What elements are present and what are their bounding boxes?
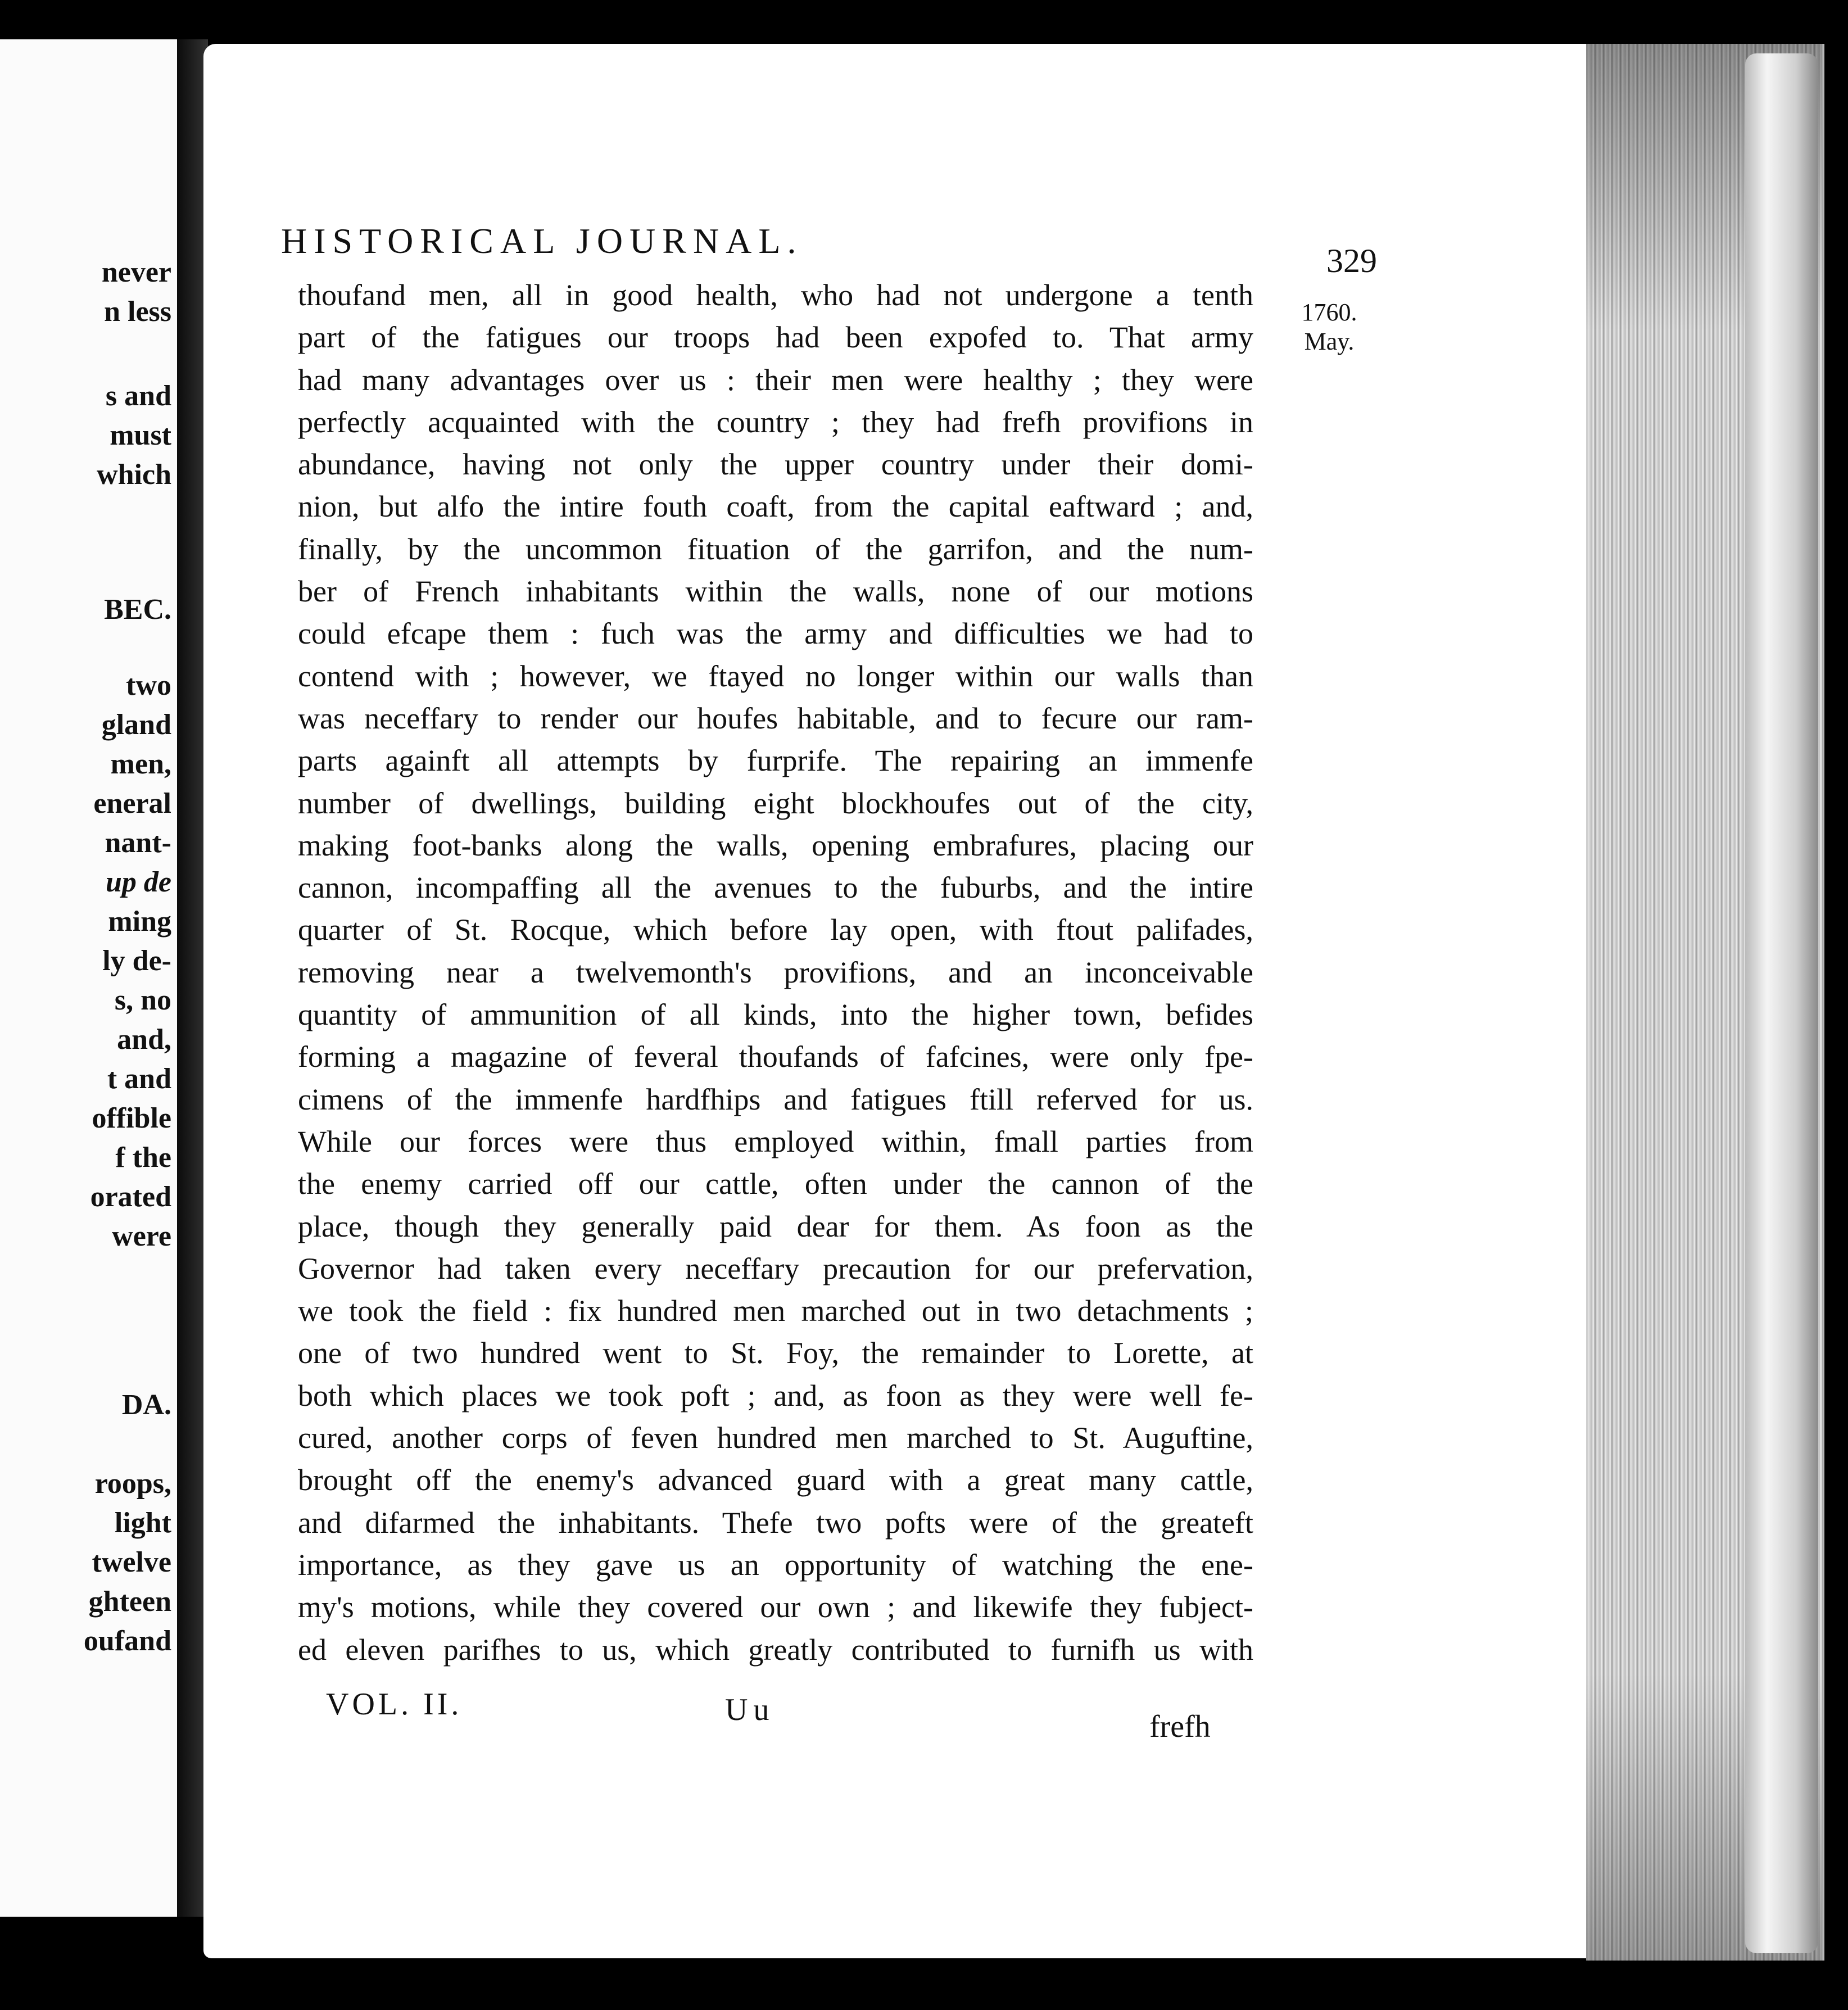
text-line: brought off the enemy's advanced guard with a great many cattle, <box>298 1463 1253 1497</box>
text-line: we took the field : fix hundred men marched out in two detachments ; <box>298 1294 1253 1328</box>
left-page-fragment: ly de- <box>102 945 171 977</box>
text-line: Governor had taken every neceffary precaution for our prefervation, <box>298 1251 1253 1285</box>
signature-mark: Uu <box>725 1692 775 1727</box>
text-line: cimens of the immenfe hardfhips and fatigues ftill referved for us. <box>298 1082 1253 1116</box>
text-line: number of dwellings, building eight blockhoufes out of the city, <box>298 786 1253 820</box>
margin-month: May. <box>1304 328 1355 355</box>
text-line: place, though they generally paid dear for them. As foon as the <box>298 1209 1253 1243</box>
left-page-fragment: t and <box>107 1063 171 1095</box>
text-line: quantity of ammunition of all kinds, into the higher town, befides <box>298 998 1253 1032</box>
text-line: cured, another corps of feven hundred men marched to St. Auguftine, <box>298 1421 1253 1455</box>
margin-date-note <box>1293 298 1366 356</box>
text-line: finally, by the uncommon fituation of the garrifon, and the num- <box>298 532 1253 566</box>
left-page-fragment: light <box>114 1507 171 1539</box>
volume-label: VOL. II. <box>326 1687 463 1722</box>
running-head: HISTORICAL JOURNAL. <box>281 221 803 261</box>
text-line: was neceffary to render our houfes habitable, and to fecure our ram- <box>298 701 1253 735</box>
text-line: cannon, incompaffing all the avenues to the fuburbs, and the intire <box>298 871 1253 905</box>
left-page-fragment: s and <box>105 380 171 412</box>
left-page-fragment: eneral <box>93 787 171 820</box>
left-page-fragment: which <box>97 459 171 491</box>
left-page-fragment: f the <box>115 1142 171 1174</box>
left-facing-page <box>0 39 180 1917</box>
text-line: part of the fatigues our troops had been expofed to. That army <box>298 320 1253 355</box>
text-line: one of two hundred went to St. Foy, the remainder to Lorette, at <box>298 1336 1253 1370</box>
body-text <box>298 274 1253 1671</box>
text-line: While our forces were thus employed within, fmall parties from <box>298 1124 1253 1158</box>
left-page-fragment: and, <box>117 1024 171 1056</box>
text-line: parts againft all attempts by furprife. The repairing an immenfe <box>298 744 1253 778</box>
left-page-fragment: were <box>112 1220 171 1252</box>
text-line: and difarmed the inhabitants. Thefe two pofts were of the greateft <box>298 1505 1253 1540</box>
text-line: the enemy carried off our cattle, often under the cannon of the <box>298 1167 1253 1201</box>
left-page-fragment: men, <box>110 748 171 780</box>
text-line: contend with ; however, we ftayed no longer within our walls than <box>298 659 1253 693</box>
left-page-fragment: s, no <box>114 984 171 1016</box>
left-page-fragment: offible <box>92 1102 171 1134</box>
left-page-fragment: nant- <box>105 827 171 859</box>
left-page-fragment: roops, <box>94 1468 171 1500</box>
text-line: removing near a twelvemonth's provifions, and an inconceivable <box>298 955 1253 989</box>
left-page-fragment: ghteen <box>88 1586 171 1618</box>
left-page-fragment: oufand <box>83 1625 171 1657</box>
left-page-fragment: never <box>101 256 171 288</box>
text-line: importance, as they gave us an opportunity of watching the ene- <box>298 1547 1253 1582</box>
left-page-fragment: ming <box>108 906 171 938</box>
left-page-fragment: BEC. <box>104 594 171 626</box>
left-page-fragment: twelve <box>92 1546 171 1578</box>
book-cover-edge <box>1745 53 1818 1953</box>
text-line: abundance, having not only the upper country under their domi- <box>298 447 1253 482</box>
page-number: 329 <box>1326 242 1377 279</box>
text-line: had many advantages over us : their men were healthy ; they were <box>298 363 1253 397</box>
text-line: ed eleven parifhes to us, which greatly contributed to furnifh us with <box>298 1632 1253 1667</box>
text-line: making foot-banks along the walls, opening embrafures, placing our <box>298 828 1253 862</box>
left-page-fragment: n less <box>104 296 171 328</box>
catchword: frefh <box>1149 1709 1211 1744</box>
text-line: my's motions, while they covered our own ; and likewife they fubject- <box>298 1590 1253 1624</box>
text-line: quarter of St. Rocque, which before lay open, with ftout palifades, <box>298 913 1253 947</box>
left-page-fragment: orated <box>90 1181 171 1213</box>
text-line: nion, but alfo the intire fouth coaft, from the capital eaftward ; and, <box>298 490 1253 524</box>
left-page-fragment: DA. <box>121 1389 171 1421</box>
left-page-text-fragments <box>3 39 171 1917</box>
text-line: ber of French inhabitants within the walls, none of our motions <box>298 574 1253 609</box>
text-line: forming a magazine of feveral thoufands of fafcines, were only fpe- <box>298 1040 1253 1074</box>
left-page-fragment: must <box>110 419 171 451</box>
text-line: could efcape them : fuch was the army and difficulties we had to <box>298 617 1253 651</box>
text-line: perfectly acquainted with the country ; they had frefh provifions in <box>298 405 1253 439</box>
text-line: thoufand men, all in good health, who had not undergone a tenth <box>298 278 1253 312</box>
left-page-fragment: up de <box>106 866 171 898</box>
margin-year: 1760. <box>1301 298 1357 326</box>
text-line: both which places we took poft ; and, as foon as they were well fe- <box>298 1378 1253 1413</box>
left-page-fragment: two <box>126 669 171 701</box>
left-page-fragment: gland <box>101 709 171 741</box>
